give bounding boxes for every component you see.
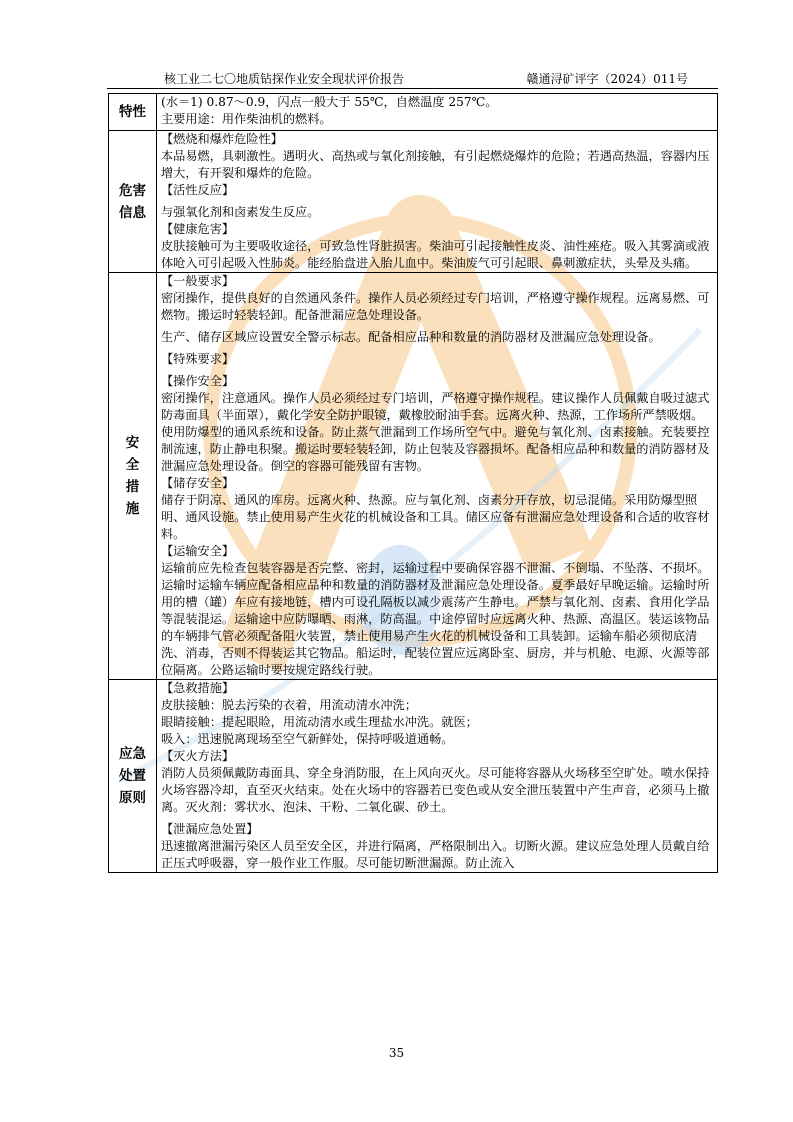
hazard-reactivity-text: 与强氧化剂和卤素发生反应。	[161, 205, 320, 219]
emergency-firstaid-inhale: 吸入：迅速脱离现场至空气新鲜处，保持呼吸道通畅。	[161, 732, 454, 746]
safety-general-text-2: 生产、储存区域应设置安全警示标志。配备相应品种和数量的消防器材及泄漏应急处理设备。	[161, 330, 661, 344]
hazard-fire-text: 本品易燃，具刺激性。遇明火、高热或与氧化剂接触，有引起燃烧爆炸的危险；若遇高热温，容器内压增大，有开裂和爆炸的危险。	[161, 149, 710, 180]
label-emergency	[109, 680, 157, 873]
safety-operation-text: 密闭操作，注意通风。操作人员必须经过专门培训，严格遵守操作规程。建议操作人员佩戴自吸过滤式防毒面具（半面罩），戴化学安全防护眼镜，戴橡胶耐油手套。远离火种、热源，工作场所严禁吸烟。使用防爆型的通风系统和设备。防止蒸气泄漏到工作场所空气中。避免与氧化剂、卤素接触。充装要控制流速，防止静电积聚。搬运时要轻装轻卸，防止包装及容器损坏。配备相应品种和数量的消防器材及泄漏应急处理设备。倒空的容器可能残留有害物。	[161, 391, 710, 473]
emergency-leak-text: 迅速撤离泄漏污染区人员至安全区，并进行隔离，严格限制出入。切断火源。建议应急处理人员戴自给正压式呼吸器，穿一般作业工作服。尽可能切断泄漏源。防止流入	[161, 839, 710, 870]
hazard-health-title: 【健康危害】	[161, 222, 235, 236]
emergency-firstaid-eyes: 眼睛接触：提起眼睑，用流动清水或生理盐水冲洗。就医；	[161, 715, 478, 729]
content-characteristics	[157, 94, 718, 131]
label-safety	[109, 273, 157, 680]
hazard-reactivity-title: 【活性反应】	[161, 183, 235, 197]
safety-operation-title: 【操作安全】	[161, 374, 235, 388]
safety-transport-title: 【运输安全】	[161, 544, 235, 558]
header-report-number: 赣通浔矿评字（2024）011号	[526, 72, 688, 86]
content-hazard	[157, 131, 718, 273]
safety-transport-text: 运输前应先检查包装容器是否完整、密封，运输过程中要确保容器不泄漏、不倒塌、不坠落、不损坏。运输时运输车辆应配备相应品种和数量的消防器材及泄漏应急处理设备。夏季最好早晚运输。运输时所用的槽（罐）车应有接地链，槽内可设孔隔板以减少震荡产生静电。严禁与氧化剂、卤素、食用化学品等混装混运。运输途中应防曝晒、雨淋，防高温。中途停留时应远离火种、热源、高温区。装运该物品的车辆排气管必须配备阻火装置，禁止使用易产生火花的机械设备和工具装卸。运输车船必须彻底清洗、消毒，否则不得装运其它物品。船运时，配装位置应远离卧室、厨房，并与机舱、电源、火源等部位隔离。公路运输时要按规定路线行驶。	[161, 561, 710, 677]
content-emergency	[157, 680, 718, 873]
row-safety	[109, 273, 718, 680]
emergency-firstaid-skin: 皮肤接触：脱去污染的衣着，用流动清水冲洗；	[161, 698, 417, 712]
hazard-fire-title: 【燃烧和爆炸危险性】	[161, 132, 283, 146]
header-report-title: 核工业二七〇地质钻探作业安全现状评价报告	[164, 72, 405, 86]
msds-table	[108, 93, 718, 873]
page-header	[107, 68, 718, 89]
hazard-health-text: 皮肤接触可为主要吸收途径，可致急性肾脏损害。柴油可引起接触性皮炎、油性痤疮。吸入其雾滴或液体呛入可引起吸入性肺炎。能经胎盘进入胎儿血中。柴油废气可引起眼、鼻刺激症状，头晕及头痛。	[161, 239, 710, 270]
label-hazard-text: 危害信息	[119, 182, 146, 221]
safety-storage-title: 【储存安全】	[161, 476, 235, 490]
label-safety-text: 安全措施	[125, 435, 140, 517]
emergency-firstaid-title: 【急救措施】	[161, 681, 235, 695]
emergency-fire-text: 消防人员须佩戴防毒面具、穿全身消防服，在上风向灭火。尽可能将容器从火场移至空旷处。喷水保持火场容器冷却，直至灭火结束。处在火场中的容器若已变色或从安全泄压装置中产生声音，必须马上撤离。灭火剂：雾状水、泡沫、干粉、二氧化碳、砂土。	[161, 766, 710, 814]
row-hazard	[109, 131, 718, 273]
content-safety	[157, 273, 718, 680]
row-emergency	[109, 680, 718, 873]
row-characteristics	[109, 94, 718, 131]
page-number: 35	[388, 1046, 405, 1060]
label-characteristics: 特性	[109, 94, 157, 131]
label-hazard	[109, 131, 157, 273]
char-line-1: (水＝1) 0.87～0.9，闪点一般大于 55℃，自燃温度 257℃。	[161, 95, 498, 109]
safety-special-title: 【特殊要求】	[161, 352, 235, 366]
safety-storage-text: 储存于阴凉、通风的库房。远离火种、热源。应与氧化剂、卤素分开存放，切忌混储。采用防爆型照明、通风设施。禁止使用易产生火花的机械设备和工具。储区应备有泄漏应急处理设备和合适的收容材料。	[161, 493, 710, 541]
char-line-2: 主要用途：用作柴油机的燃料。	[161, 112, 332, 126]
emergency-leak-title: 【泄漏应急处置】	[161, 822, 259, 836]
label-emergency-text: 应急处置原则	[119, 746, 146, 806]
safety-general-title: 【一般要求】	[161, 274, 235, 288]
safety-general-text-1: 密闭操作，提供良好的自然通风条件。操作人员必须经过专门培训，严格遵守操作规程。远离易燃、可燃物。搬运时轻装轻卸。配备泄漏应急处理设备。	[161, 291, 710, 322]
emergency-fire-title: 【灭火方法】	[161, 749, 235, 763]
